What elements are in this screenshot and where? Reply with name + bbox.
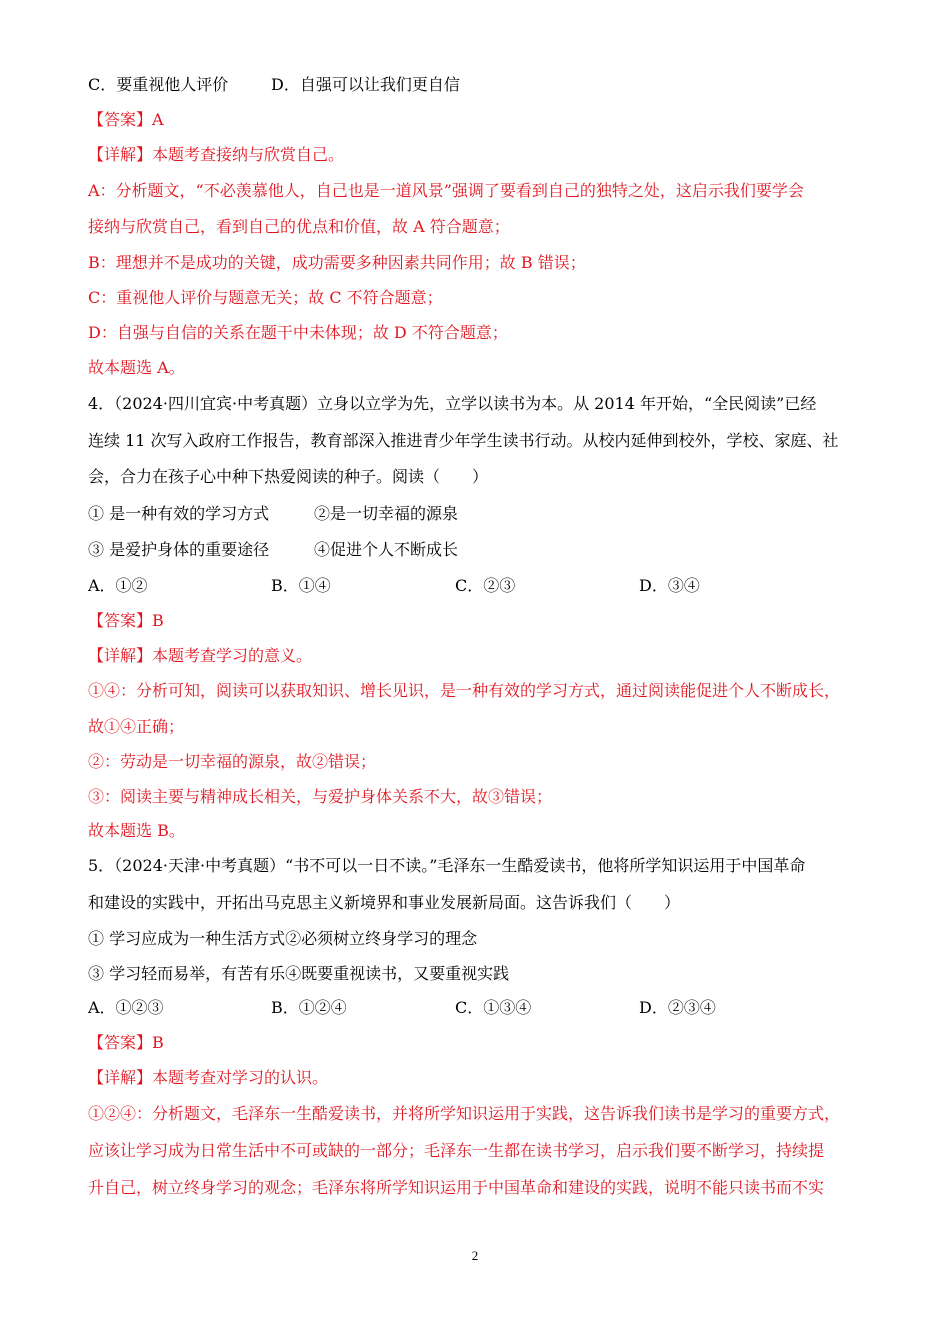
q4-conclusion: 故本题选 B。 (88, 821, 185, 840)
q4-item-1: ① 是一种有效的学习方式 (88, 504, 270, 523)
page-number: 2 (471, 1248, 479, 1263)
q4-option-c: C．②③ (455, 576, 516, 595)
q4-stem-line1: 4．（2024·四川宜宾·中考真题）立身以立学为先，立学以读书为本。从 2014 年开始，“全民阅读”已经 (88, 394, 817, 413)
q4-option-b: B．①④ (271, 576, 331, 595)
q4-explain-2: ②：劳动是一切幸福的源泉，故②错误； (88, 752, 377, 771)
q3-answer: 【答案】A (88, 110, 164, 129)
q4-option-d: D．③④ (639, 576, 700, 595)
q3-explain-d: D：自强与自信的关系在题干中未体现；故 D 不符合题意； (88, 323, 508, 342)
q4-explain-14-line1: ①④：分析可知，阅读可以获取知识、增长见识，是一种有效的学习方式，通过阅读能促进个人不断成长， (88, 681, 841, 700)
q5-explain-line2: 应该让学习成为日常生活中不可或缺的一部分；毛泽东一生都在读书学习，启示我们要不断学习，持续提 (88, 1141, 825, 1160)
q5-answer: 【答案】B (88, 1033, 164, 1052)
q4-item-3: ③ 是爱护身体的重要途径 (88, 540, 270, 559)
q4-explain-3: ③：阅读主要与精神成长相关，与爱护身体关系不大，故③错误； (88, 787, 553, 806)
q4-answer: 【答案】B (88, 611, 164, 630)
q3-explain-b: B：理想并不是成功的关键，成功需要多种因素共同作用；故 B 错误； (88, 253, 586, 272)
q5-items-12: ① 学习应成为一种生活方式②必须树立终身学习的理念 (88, 929, 478, 948)
q5-stem-line2: 和建设的实践中，开拓出马克思主义新境界和事业发展新局面。这告诉我们（ ） (88, 893, 681, 912)
q5-option-b: B．①②④ (271, 998, 347, 1017)
q3-option-c: C．要重视他人评价 (88, 75, 229, 94)
q3-option-d: D．自强可以让我们更自信 (271, 75, 460, 94)
q3-conclusion: 故本题选 A。 (88, 358, 185, 377)
q3-explain-a-line1: A：分析题文，“不必羡慕他人，自己也是一道风景”强调了要看到自己的独特之处，这启示我们要学会 (88, 181, 804, 200)
q5-option-c: C．①③④ (455, 998, 532, 1017)
q4-explain-title: 【详解】本题考查学习的意义。 (88, 646, 313, 665)
q4-option-a: A．①② (88, 576, 148, 595)
q3-explain-c: C：重视他人评价与题意无关；故 C 不符合题意； (88, 288, 443, 307)
q5-option-d: D．②③④ (639, 998, 716, 1017)
q4-explain-14-line2: 故①④正确； (88, 717, 185, 736)
q4-item-4: ④促进个人不断成长 (314, 540, 459, 559)
q4-item-2: ②是一切幸福的源泉 (314, 504, 459, 523)
q5-stem-line1: 5．（2024·天津·中考真题）“书不可以一日不读。”毛泽东一生酷爱读书，他将所学知识运用于中国革命 (88, 856, 806, 875)
q4-stem-line2: 连续 11 次写入政府工作报告，教育部深入推进青少年学生读书行动。从校内延伸到校外，学校、家庭、社 (88, 431, 839, 450)
q5-items-34: ③ 学习轻而易举，有苦有乐④既要重视读书，又要重视实践 (88, 964, 510, 983)
q5-explain-line1: ①②④：分析题文，毛泽东一生酷爱读书，并将所学知识运用于实践，这告诉我们读书是学习的重要方式， (88, 1104, 841, 1123)
q5-explain-title: 【详解】本题考查对学习的认识。 (88, 1068, 329, 1087)
q3-explain-a-line2: 接纳与欣赏自己，看到自己的优点和价值，故 A 符合题意； (88, 217, 510, 236)
q5-option-a: A．①②③ (88, 998, 164, 1017)
q3-explain-title: 【详解】本题考查接纳与欣赏自己。 (88, 145, 345, 164)
q5-explain-line3: 升自己，树立终身学习的观念；毛泽东将所学知识运用于中国革命和建设的实践，说明不能只读书而不实 (88, 1178, 825, 1197)
q4-stem-line3: 会，合力在孩子心中种下热爱阅读的种子。阅读（ ） (88, 467, 489, 486)
